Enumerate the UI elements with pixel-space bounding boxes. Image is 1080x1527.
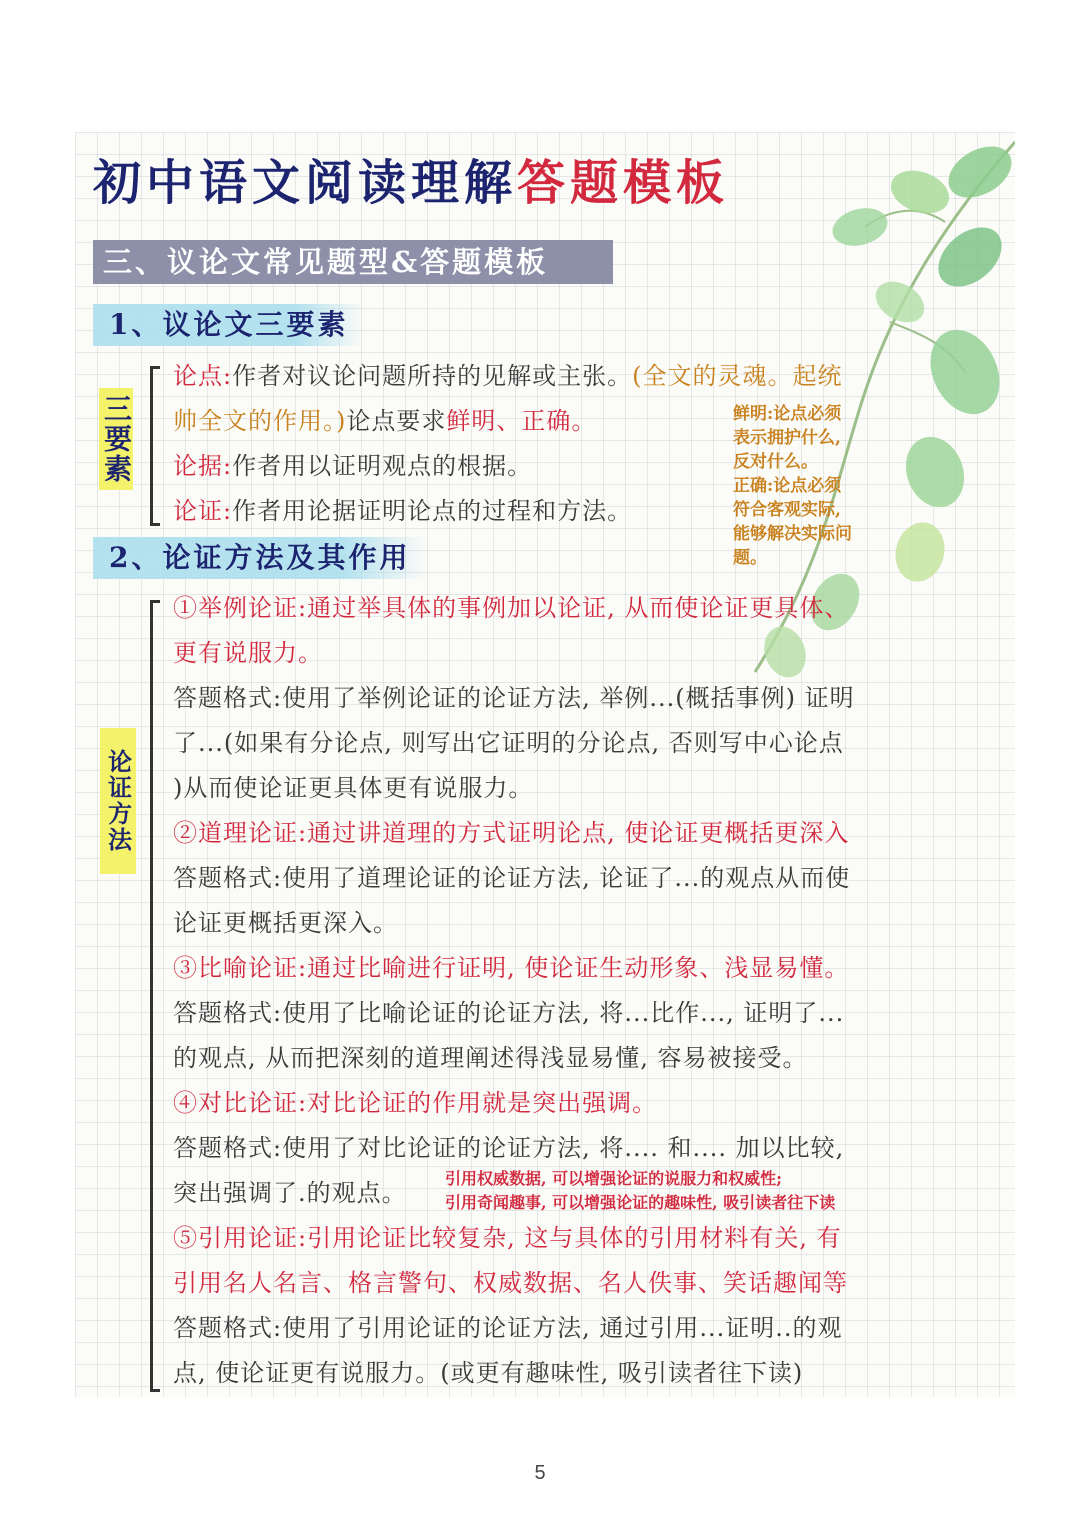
note-quote-authority: 引用权威数据, 可以增强论证的说服力和权威性; [445, 1169, 783, 1188]
line-reasoning-format-2: 论证更概括更深入。 [173, 909, 398, 937]
line-reasoning-def: ②道理论证:通过讲道理的方式证明论点, 使论证更概括更深入 [173, 819, 850, 847]
line-example-format-3: )从而使论证更具体更有说服力。 [173, 774, 534, 802]
line-metaphor-format-2: 的观点, 从而把深刻的道理阐述得浅显易懂, 容易被接受。 [173, 1044, 808, 1072]
line-example-format: 答题格式:使用了举例论证的论证方法, 举例...(概括事例) 证明 [173, 684, 855, 712]
line-contrast-format-2: 突出强调了.的观点。 [173, 1179, 407, 1207]
line-argument: 论点:作者对议论问题所持的见解或主张。(全文的灵魂。起统 [173, 362, 843, 390]
grid-paper [75, 132, 1015, 1397]
line-reasoning-format: 答题格式:使用了道理论证的论证方法, 论证了...的观点从而使 [173, 864, 851, 892]
label-three-elements: 三要素 [99, 388, 133, 490]
line-argument-requirement: 帅全文的作用。)论点要求鲜明、正确。 [173, 407, 597, 435]
line-example-format-2: 了...(如果有分论点, 则写出它证明的分论点, 否则写中心论点 [173, 729, 844, 757]
title-highlight: 答题模板 [517, 155, 730, 211]
note-quote-anecdote: 引用奇闻趣事, 可以增强论证的趣味性, 吸引读者往下读 [445, 1193, 836, 1212]
subheading-methods: 2、论证方法及其作用 [93, 537, 426, 579]
line-contrast-format: 答题格式:使用了对比论证的论证方法, 将.... 和.... 加以比较, [173, 1134, 845, 1162]
line-example-def-2: 更有说服力。 [173, 639, 323, 667]
bracket-methods [150, 600, 160, 1392]
title-main: 初中语文阅读理解 [93, 155, 518, 211]
page-title [93, 152, 729, 214]
bracket-three-elements [150, 366, 160, 526]
line-quote-format-2: 点, 使论证更有说服力。(或更有趣味性, 吸引读者往下读) [173, 1359, 804, 1387]
label-methods: 论证方法 [100, 728, 136, 874]
subheading-three-elements: 1、议论文三要素 [93, 304, 364, 346]
line-evidence: 论据:作者用以证明观点的根据。 [173, 452, 533, 480]
line-contrast-def: ④对比论证:对比论证的作用就是突出强调。 [173, 1089, 658, 1117]
line-metaphor-def: ③比喻论证:通过比喻进行证明, 使论证生动形象、浅显易懂。 [173, 954, 850, 982]
line-metaphor-format: 答题格式:使用了比喻论证的论证方法, 将...比作..., 证明了... [173, 999, 845, 1027]
line-quote-def-2: 引用名人名言、格言警句、权威数据、名人佚事、笑话趣闻等 [173, 1269, 848, 1297]
line-example-def: ①举例论证:通过举具体的事例加以论证, 从而使论证更具体、 [173, 594, 850, 622]
page-number: 5 [534, 1462, 546, 1484]
section-heading: 三、议论文常见题型&答题模板 [93, 240, 613, 284]
side-note-requirements: 鲜明:论点必须 表示拥护什么, 反对什么。 正确:论点必须 符合客观实际, 能够解决实际问 题。 [733, 404, 852, 568]
line-quote-def: ⑤引用论证:引用论证比较复杂, 这与具体的引用材料有关, 有 [173, 1224, 842, 1252]
line-reasoning: 论证:作者用论据证明论点的过程和方法。 [173, 497, 633, 525]
line-quote-format: 答题格式:使用了引用论证的论证方法, 通过引用...证明..的观 [173, 1314, 843, 1342]
